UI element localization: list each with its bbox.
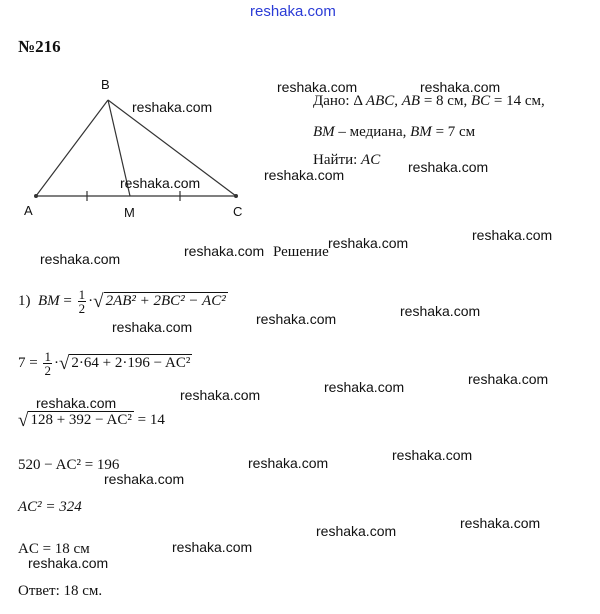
watermark-text: reshaka.com [400,303,481,319]
label-m: M [124,205,135,220]
fraction-half: $\frac{1}{2}$ [78,287,86,316]
watermark-text: reshaka.com [468,371,549,387]
watermark-text: reshaka.com [104,471,185,487]
watermark-text: reshaka.com [28,555,109,571]
watermark-text: reshaka.com [36,395,117,411]
watermark-text: reshaka.com [256,311,337,327]
equation-ac-squared: AC² = 324 [18,499,82,515]
watermark-text: reshaka.com [408,159,489,175]
watermark-text: reshaka.com [324,379,405,395]
watermark-text: reshaka.com [264,167,345,183]
watermark-text: reshaka.com [392,447,473,463]
watermark-text: reshaka.com [460,515,541,531]
solution-heading: Решение [273,244,329,260]
formula-median: 1) BM = $\frac{1}{2}$ ·√ 2AB² + 2BC² − AC² [18,287,226,316]
point-a [34,194,38,198]
label-b: B [101,77,110,92]
label-c: C [233,204,243,219]
given-line-2: BM – медиана, BM = 7 см [313,124,476,140]
watermark-text: reshaka.com [248,455,329,471]
equation-ac: AC = 18 см [18,541,90,557]
watermark-text: reshaka.com [180,387,261,403]
watermark-text: reshaka.com [420,79,501,95]
watermark-text: reshaka.com [172,539,253,555]
top-watermark[interactable]: reshaka.com [250,3,336,20]
watermark-text: reshaka.com [112,319,193,335]
watermark-text: reshaka.com [277,79,358,95]
watermark-text: reshaka.com [120,175,201,191]
problem-number: №216 [18,37,61,56]
point-c [234,194,238,198]
label-a: A [24,203,33,218]
given-line-1: Дано: Δ ABC, AB = 8 см, BC = 14 см, [313,93,545,109]
equation-520: 520 − AC² = 196 [18,457,120,473]
watermark-text: reshaka.com [472,227,553,243]
watermark-text: reshaka.com [316,523,397,539]
formula-simplified: √ 128 + 392 − AC² = 14 [18,410,165,431]
formula-substitution: 7 = $\frac{1}{2}$ ·√ 2·64 + 2·196 − AC² [18,349,191,378]
watermark-text: reshaka.com [184,243,265,259]
watermark-text: reshaka.com [132,99,213,115]
side-ab [36,100,108,196]
watermark-text: reshaka.com [328,235,409,251]
given-find: Найти: AC [313,152,381,168]
answer: Ответ: 18 см. [18,583,103,599]
watermark-text: reshaka.com [40,251,121,267]
